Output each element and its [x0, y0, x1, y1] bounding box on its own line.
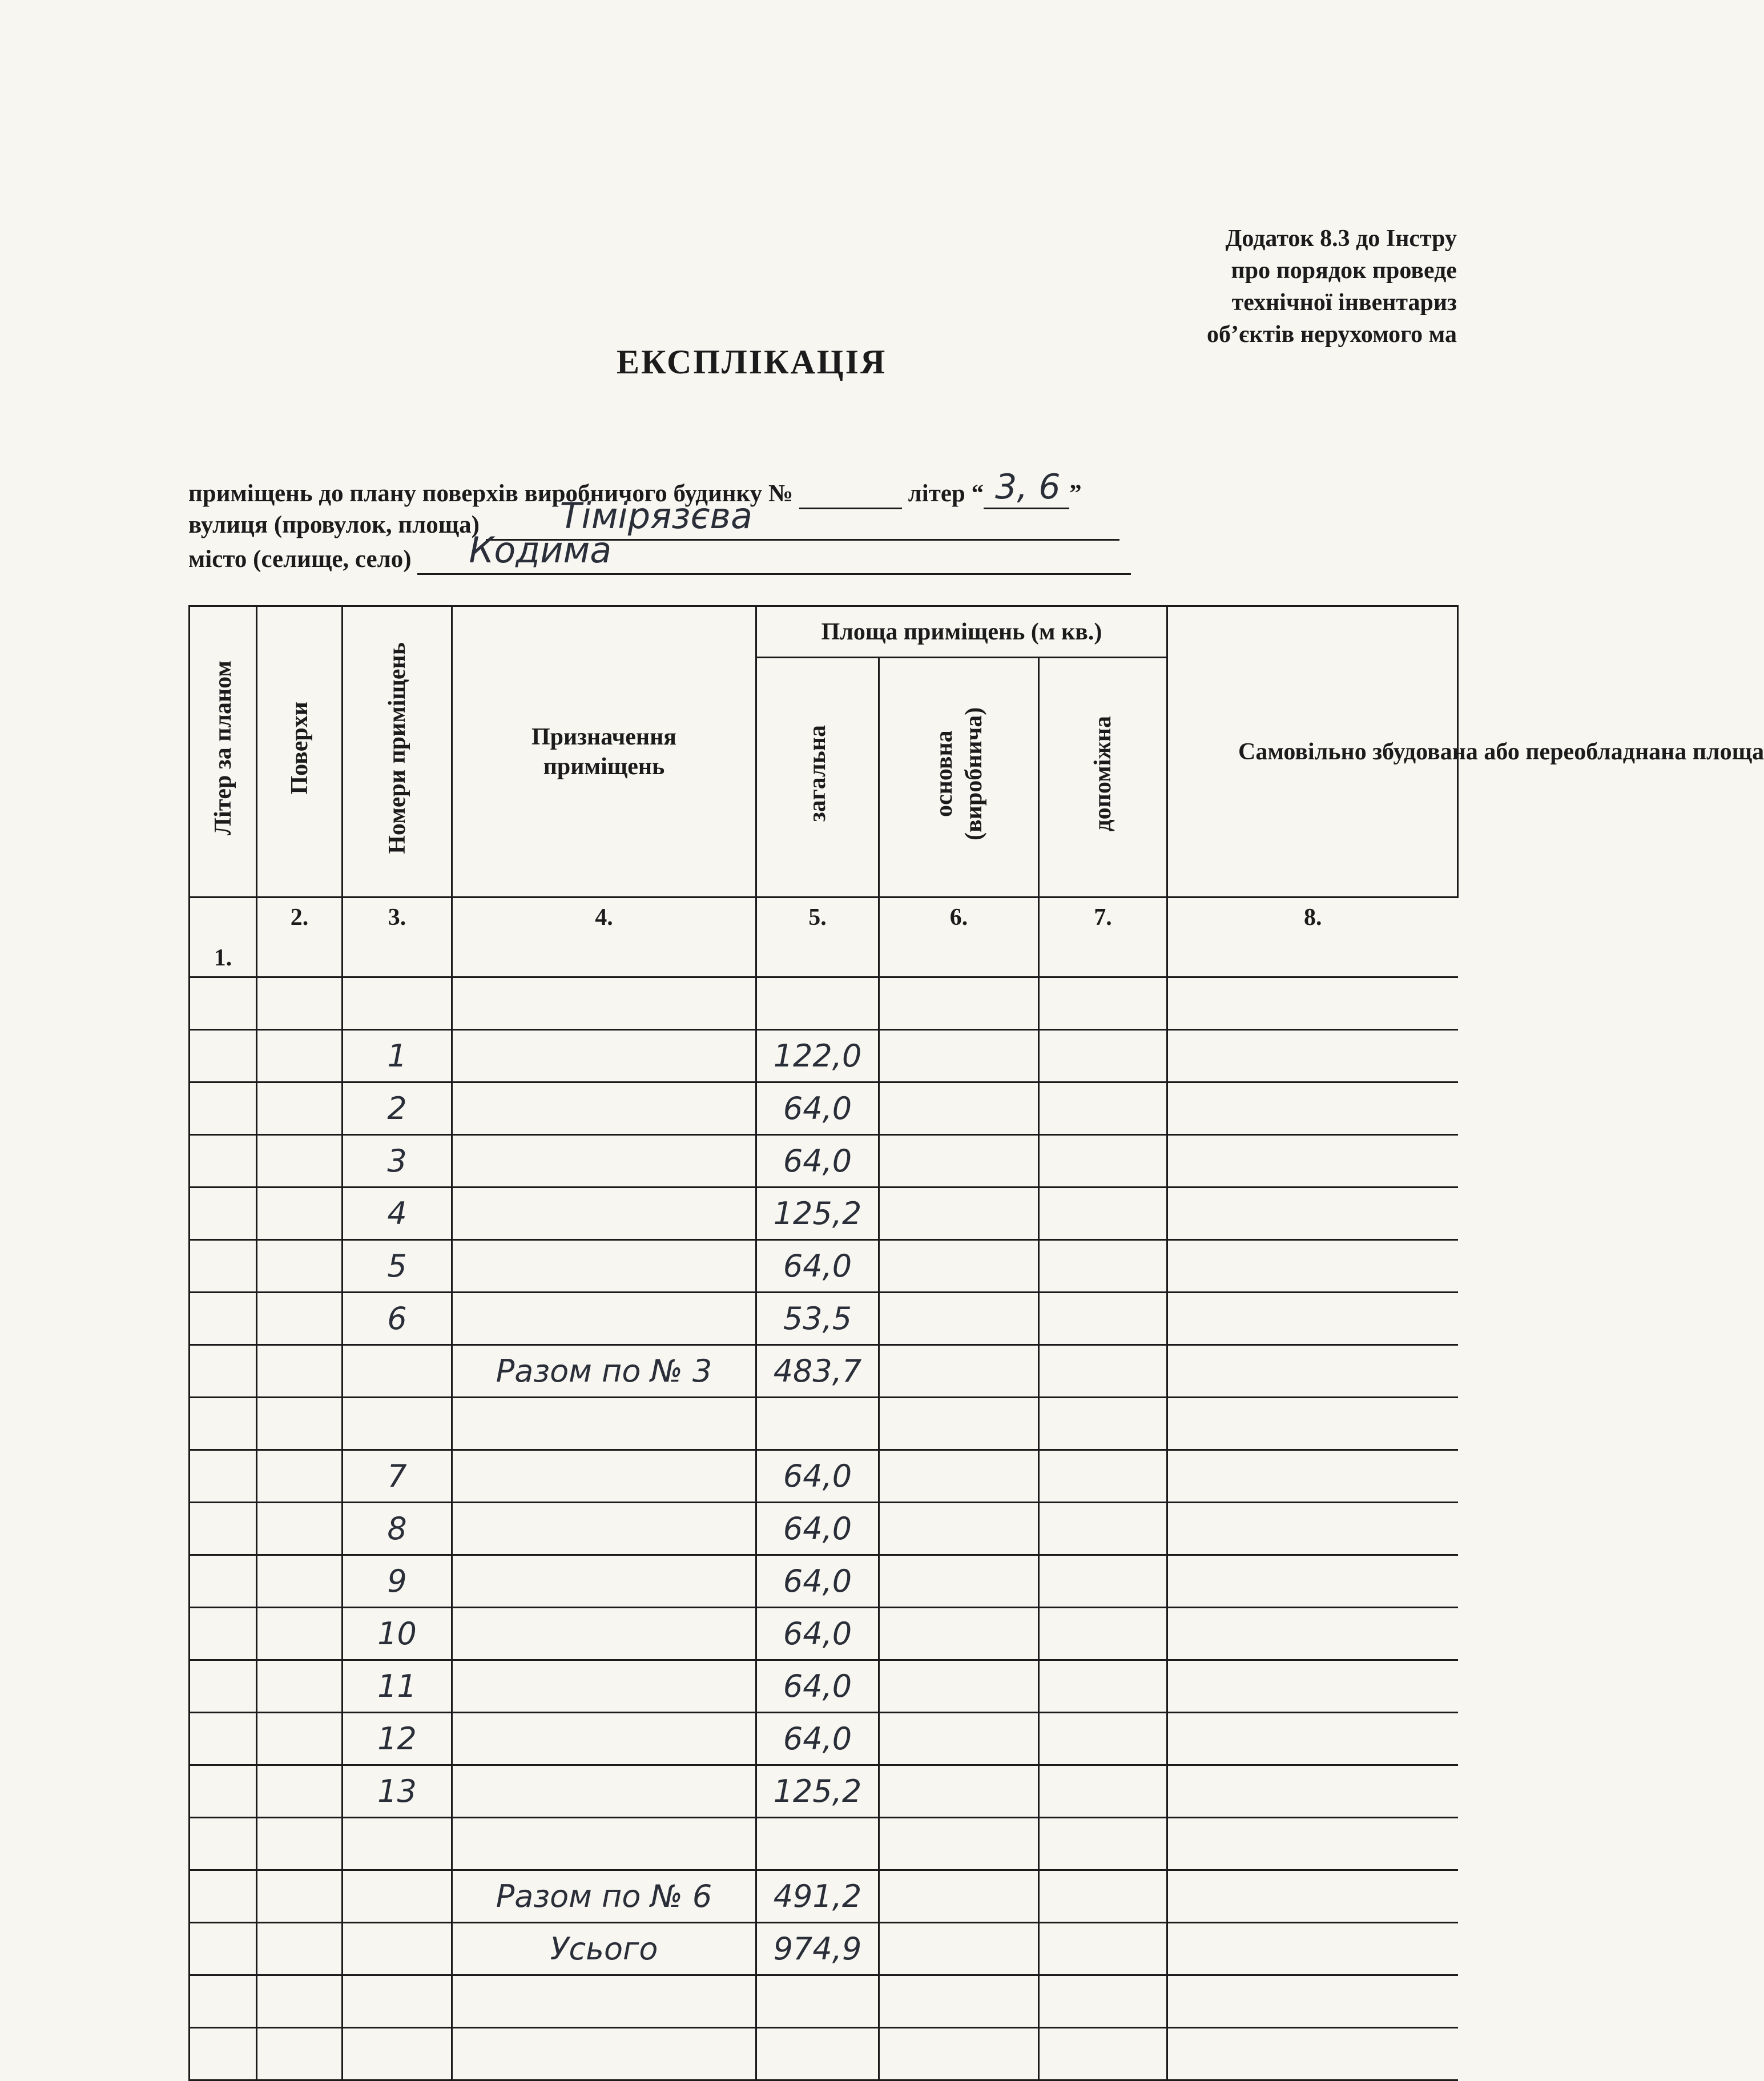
- table-row: [190, 1765, 1458, 1818]
- empty-cell: [190, 1345, 257, 1398]
- room-number-cell: 13: [343, 1765, 452, 1818]
- table-row: [190, 1503, 1458, 1555]
- purpose-cell: [452, 1030, 756, 1082]
- room-number-cell: 3: [343, 1135, 452, 1188]
- room-number-cell: 7: [343, 1450, 452, 1503]
- empty-cell: [1039, 1608, 1167, 1660]
- empty-cell: [1167, 1503, 1458, 1555]
- room-number-cell: 8: [343, 1503, 452, 1555]
- empty-cell: [190, 1975, 257, 2028]
- empty-cell: [257, 1870, 343, 1923]
- empty-cell: [1167, 1030, 1458, 1082]
- room-number-cell: [343, 1923, 452, 1975]
- street-value: Тімірязєва: [559, 495, 752, 537]
- total-area-cell: 64,0: [756, 1713, 879, 1765]
- col-header-auxiliary: допоміжна: [1039, 658, 1167, 897]
- total-area-cell: 64,0: [756, 1608, 879, 1660]
- purpose-cell: [452, 1293, 756, 1345]
- room-number-cell: 4: [343, 1188, 452, 1240]
- empty-cell: [879, 1188, 1039, 1240]
- empty-cell: [1167, 1660, 1458, 1713]
- empty-cell: [1167, 1135, 1458, 1188]
- empty-cell: [879, 1765, 1039, 1818]
- empty-cell: [257, 1345, 343, 1398]
- empty-cell: [879, 1713, 1039, 1765]
- empty-cell: [879, 977, 1039, 1030]
- empty-cell: [1039, 1555, 1167, 1608]
- empty-cell: [1039, 1188, 1167, 1240]
- empty-cell: [1167, 1398, 1458, 1450]
- empty-cell: [190, 2028, 257, 2080]
- purpose-cell: [452, 1082, 756, 1135]
- empty-cell: [879, 1923, 1039, 1975]
- empty-cell: [1167, 977, 1458, 1030]
- table-row: [190, 1398, 1458, 1450]
- empty-cell: [190, 1660, 257, 1713]
- purpose-cell: [452, 1975, 756, 2028]
- purpose-cell: [452, 1135, 756, 1188]
- total-area-cell: 974,9: [756, 1923, 879, 1975]
- empty-cell: [879, 1030, 1039, 1082]
- empty-cell: [190, 1240, 257, 1293]
- empty-cell: [257, 1030, 343, 1082]
- building-label: приміщень до плану поверхів виробничого будинку №: [188, 480, 794, 507]
- empty-cell: [257, 1660, 343, 1713]
- empty-cell: [1039, 977, 1167, 1030]
- total-area-cell: [756, 1975, 879, 2028]
- table-row: [190, 1293, 1458, 1345]
- document-title: ЕКСПЛІКАЦІЯ: [617, 343, 887, 381]
- empty-cell: [879, 1135, 1039, 1188]
- empty-cell: [257, 1923, 343, 1975]
- purpose-cell: [452, 977, 756, 1030]
- empty-cell: [190, 1818, 257, 1870]
- empty-cell: [1167, 1818, 1458, 1870]
- empty-cell: [1167, 1608, 1458, 1660]
- empty-cell: [190, 1923, 257, 1975]
- total-area-cell: 125,2: [756, 1765, 879, 1818]
- empty-cell: [1039, 1765, 1167, 1818]
- total-area-cell: 64,0: [756, 1450, 879, 1503]
- empty-cell: [1167, 1188, 1458, 1240]
- empty-cell: [1167, 2028, 1458, 2080]
- liter-blank: [984, 467, 1069, 509]
- empty-cell: [257, 1555, 343, 1608]
- empty-cell: [257, 1975, 343, 2028]
- empty-cell: [1039, 2028, 1167, 2080]
- empty-cell: [257, 1135, 343, 1188]
- room-number-cell: [343, 977, 452, 1030]
- col-header-floors: Поверхи: [257, 606, 343, 897]
- room-number-cell: [343, 1345, 452, 1398]
- appendix-note: [1103, 223, 1457, 351]
- col-number-6: 6.: [879, 897, 1039, 977]
- empty-cell: [879, 1555, 1039, 1608]
- room-number-cell: 10: [343, 1608, 452, 1660]
- room-number-cell: 6: [343, 1293, 452, 1345]
- street-label: вулиця (провулок, площа): [188, 512, 480, 538]
- empty-cell: [190, 1765, 257, 1818]
- empty-cell: [879, 1975, 1039, 2028]
- purpose-cell: [452, 1188, 756, 1240]
- room-number-cell: [343, 1398, 452, 1450]
- purpose-cell: Разом по № 3: [452, 1345, 756, 1398]
- liter-label: літер “: [908, 480, 984, 507]
- empty-cell: [879, 1503, 1039, 1555]
- empty-cell: [1167, 1923, 1458, 1975]
- col-number-1: 1.: [190, 897, 257, 977]
- total-area-cell: [756, 1818, 879, 1870]
- table-body: [190, 977, 1458, 2080]
- total-area-cell: 491,2: [756, 1870, 879, 1923]
- room-number-cell: 9: [343, 1555, 452, 1608]
- table-row: [190, 1870, 1458, 1923]
- table-row: [190, 1345, 1458, 1398]
- appendix-line-1: Додаток 8.3 до Інстру: [1225, 226, 1457, 252]
- empty-cell: [190, 1082, 257, 1135]
- room-number-cell: [343, 1975, 452, 2028]
- total-area-cell: [756, 977, 879, 1030]
- empty-cell: [1167, 1240, 1458, 1293]
- col-number-2: 2.: [257, 897, 343, 977]
- table-row: [190, 1188, 1458, 1240]
- empty-cell: [1039, 1818, 1167, 1870]
- empty-cell: [879, 2028, 1039, 2080]
- empty-cell: [1039, 1082, 1167, 1135]
- empty-cell: [257, 1765, 343, 1818]
- empty-cell: [879, 1608, 1039, 1660]
- appendix-line-4: об’єктів нерухомого ма: [1207, 321, 1457, 348]
- total-area-cell: 125,2: [756, 1188, 879, 1240]
- col-header-total: загальна: [756, 658, 879, 897]
- empty-cell: [1167, 1293, 1458, 1345]
- empty-cell: [1039, 1398, 1167, 1450]
- col-header-area-group: Площа приміщень (м кв.): [756, 606, 1167, 658]
- room-number-cell: 5: [343, 1240, 452, 1293]
- empty-cell: [1039, 1713, 1167, 1765]
- empty-cell: [257, 1240, 343, 1293]
- empty-cell: [879, 1345, 1039, 1398]
- building-number-blank: [799, 480, 902, 509]
- empty-cell: [190, 1870, 257, 1923]
- col-number-4: 4.: [452, 897, 756, 977]
- col-header-purpose: Призначення приміщень: [452, 606, 756, 897]
- explication-table: [188, 605, 1764, 2081]
- empty-cell: [190, 1503, 257, 1555]
- room-number-cell: [343, 1870, 452, 1923]
- empty-cell: [1039, 1923, 1167, 1975]
- table-row: [190, 1135, 1458, 1188]
- total-area-cell: 122,0: [756, 1030, 879, 1082]
- table-row: [190, 1713, 1458, 1765]
- empty-cell: [879, 1450, 1039, 1503]
- empty-cell: [1039, 1240, 1167, 1293]
- empty-cell: [190, 1135, 257, 1188]
- col-number-7: 7.: [1039, 897, 1167, 977]
- total-area-cell: 64,0: [756, 1135, 879, 1188]
- empty-cell: [190, 977, 257, 1030]
- purpose-cell: [452, 1555, 756, 1608]
- empty-cell: [190, 1555, 257, 1608]
- empty-cell: [190, 1398, 257, 1450]
- col-number-3: 3.: [343, 897, 452, 977]
- empty-cell: [190, 1713, 257, 1765]
- appendix-line-3: технічної інвентариз: [1231, 289, 1457, 316]
- empty-cell: [1039, 1503, 1167, 1555]
- header-line-street: [188, 495, 1119, 541]
- table-row: [190, 1608, 1458, 1660]
- empty-cell: [1039, 1975, 1167, 2028]
- purpose-cell: [452, 2028, 756, 2080]
- purpose-cell: [452, 1503, 756, 1555]
- empty-cell: [879, 1870, 1039, 1923]
- empty-cell: [257, 2028, 343, 2080]
- empty-cell: [1039, 1660, 1167, 1713]
- col-header-liter: Літер за планом: [190, 606, 257, 897]
- table-row: [190, 1660, 1458, 1713]
- col-header-main: основна (виробнича): [879, 658, 1039, 897]
- purpose-cell: [452, 1713, 756, 1765]
- total-area-cell: [756, 2028, 879, 2080]
- empty-cell: [257, 1818, 343, 1870]
- purpose-cell: [452, 1660, 756, 1713]
- empty-cell: [1167, 1345, 1458, 1398]
- city-label: місто (селище, село): [188, 546, 412, 573]
- liter-value: 3, 6: [995, 467, 1061, 507]
- empty-cell: [257, 1608, 343, 1660]
- empty-cell: [1167, 1870, 1458, 1923]
- empty-cell: [257, 1450, 343, 1503]
- liter-close: ”: [1069, 480, 1082, 507]
- empty-cell: [257, 1398, 343, 1450]
- empty-cell: [879, 1293, 1039, 1345]
- total-area-cell: 64,0: [756, 1660, 879, 1713]
- total-area-cell: 53,5: [756, 1293, 879, 1345]
- col-number-5: 5.: [756, 897, 879, 977]
- room-number-cell: 2: [343, 1082, 452, 1135]
- empty-cell: [879, 1082, 1039, 1135]
- header-line-city: [188, 529, 1131, 575]
- room-number-cell: 12: [343, 1713, 452, 1765]
- room-number-cell: [343, 2028, 452, 2080]
- table-row: [190, 977, 1458, 1030]
- col-header-unauthorized: Самовільно збудована або переобладнана площа: [1167, 606, 1458, 897]
- purpose-cell: Разом по № 6: [452, 1870, 756, 1923]
- empty-cell: [190, 1450, 257, 1503]
- table-row: [190, 1082, 1458, 1135]
- empty-cell: [190, 1188, 257, 1240]
- empty-cell: [257, 1503, 343, 1555]
- purpose-cell: [452, 1398, 756, 1450]
- table-row: [190, 1975, 1458, 2028]
- appendix-line-2: про порядок проведе: [1231, 257, 1457, 284]
- empty-cell: [257, 1293, 343, 1345]
- empty-cell: [1039, 1030, 1167, 1082]
- col-number-8: 8.: [1167, 897, 1458, 977]
- purpose-cell: [452, 1818, 756, 1870]
- empty-cell: [257, 1188, 343, 1240]
- col-header-room-numbers: Номери приміщень: [343, 606, 452, 897]
- total-area-cell: 64,0: [756, 1503, 879, 1555]
- empty-cell: [879, 1660, 1039, 1713]
- empty-cell: [1039, 1345, 1167, 1398]
- empty-cell: [257, 1082, 343, 1135]
- total-area-cell: [756, 1398, 879, 1450]
- table-row: [190, 1923, 1458, 1975]
- empty-cell: [1039, 1293, 1167, 1345]
- total-area-cell: 64,0: [756, 1555, 879, 1608]
- empty-cell: [1167, 1975, 1458, 2028]
- city-blank: [417, 529, 1131, 575]
- room-number-cell: 11: [343, 1660, 452, 1713]
- table-row: [190, 1818, 1458, 1870]
- empty-cell: [879, 1398, 1039, 1450]
- empty-cell: [190, 1608, 257, 1660]
- purpose-cell: Усього: [452, 1923, 756, 1975]
- table-row: [190, 1030, 1458, 1082]
- empty-cell: [1167, 1555, 1458, 1608]
- empty-cell: [879, 1818, 1039, 1870]
- empty-cell: [1167, 1450, 1458, 1503]
- table-row: [190, 2028, 1458, 2080]
- purpose-cell: [452, 1608, 756, 1660]
- empty-cell: [257, 1713, 343, 1765]
- table-row: [190, 1555, 1458, 1608]
- empty-cell: [190, 1030, 257, 1082]
- city-value: Кодима: [469, 529, 612, 571]
- empty-cell: [879, 1240, 1039, 1293]
- table-row: [190, 1240, 1458, 1293]
- empty-cell: [1167, 1713, 1458, 1765]
- room-number-cell: 1: [343, 1030, 452, 1082]
- empty-cell: [257, 977, 343, 1030]
- table-row: [190, 1450, 1458, 1503]
- empty-cell: [1167, 1765, 1458, 1818]
- empty-cell: [1167, 1082, 1458, 1135]
- total-area-cell: 64,0: [756, 1082, 879, 1135]
- room-number-cell: [343, 1818, 452, 1870]
- empty-cell: [1039, 1135, 1167, 1188]
- total-area-cell: 483,7: [756, 1345, 879, 1398]
- purpose-cell: [452, 1450, 756, 1503]
- empty-cell: [190, 1293, 257, 1345]
- empty-cell: [1039, 1450, 1167, 1503]
- total-area-cell: 64,0: [756, 1240, 879, 1293]
- empty-cell: [1039, 1870, 1167, 1923]
- purpose-cell: [452, 1240, 756, 1293]
- purpose-cell: [452, 1765, 756, 1818]
